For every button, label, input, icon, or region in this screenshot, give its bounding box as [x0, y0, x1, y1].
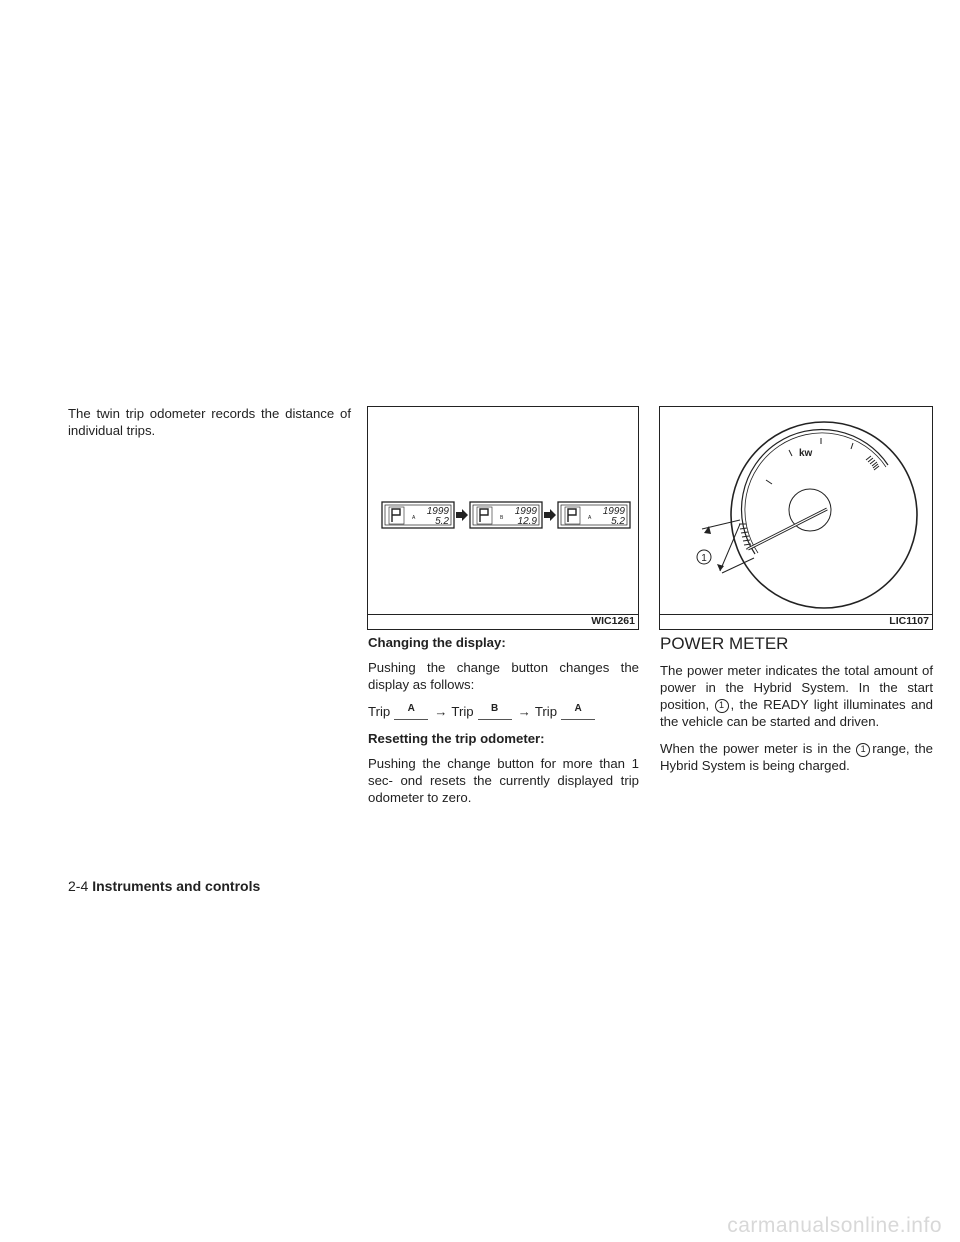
- trip-display-panel: [558, 502, 630, 528]
- trip-display-panel: [470, 502, 542, 528]
- unit-label: kw: [799, 448, 813, 459]
- text-run: The power meter indicates the total amount of power in the Hybrid System. In the start position,: [660, 663, 933, 712]
- trip-a-symbol: A: [394, 704, 428, 720]
- trip-display-illustration: [368, 407, 637, 613]
- power-meter-title: POWER METER: [660, 634, 789, 653]
- arrow-right-icon: [456, 509, 468, 521]
- odometer-value: 1999: [426, 506, 449, 517]
- chapter-title: Instruments and controls: [92, 878, 261, 894]
- text-run: , the READY light illuminates and the vehicle can be started and driven.: [660, 697, 933, 729]
- trip-label: Trip: [534, 704, 558, 719]
- intro-paragraph: The twin trip odometer records the distance of individual trips.: [68, 406, 351, 438]
- odometer-value: 1999: [514, 506, 537, 517]
- watermark: carmanualsonline.info: [727, 1214, 942, 1237]
- gear-p-icon: [568, 509, 576, 522]
- column-1: [68, 405, 351, 449]
- trip-display-panel: [382, 502, 454, 528]
- column-2: [368, 634, 639, 816]
- resetting-paragraph: Pushing the change button for more than 1 sec- ond resets the currently displayed trip odometer to zero.: [368, 756, 639, 805]
- page-footer: [68, 877, 260, 895]
- page-number: 2-4: [68, 878, 89, 894]
- odometer-value: 1999: [602, 506, 625, 517]
- trip-value: 12.9: [517, 516, 537, 527]
- trip-value: 5.2: [435, 516, 449, 527]
- power-meter-paragraph-2: [660, 740, 933, 774]
- text-run: When the power meter is in the: [660, 741, 852, 756]
- changing-display-paragraph: Pushing the change button changes the display as follows:: [368, 660, 639, 692]
- power-meter-illustration: [660, 407, 931, 613]
- gear-p-icon: [392, 509, 400, 522]
- arrow-right-icon: [544, 509, 556, 521]
- trip-mode-label: A: [588, 515, 592, 521]
- gear-p-icon: [480, 509, 488, 522]
- trip-label: Trip: [451, 704, 474, 719]
- callout-number: 1: [701, 553, 707, 564]
- resetting-heading: Resetting the trip odometer:: [368, 731, 545, 746]
- callout-1-icon: 1: [715, 699, 729, 713]
- power-meter-paragraph-1: [660, 662, 933, 730]
- trip-mode-label: A: [412, 515, 416, 521]
- figure-code: LIC1107: [889, 615, 929, 627]
- trip-mode-label: B: [500, 515, 504, 521]
- changing-display-heading: Changing the display:: [368, 635, 506, 650]
- trip-label: Trip: [368, 704, 391, 719]
- arrow-icon: →: [517, 704, 531, 719]
- callout-1-icon: 1: [856, 743, 870, 757]
- column-3: [660, 634, 933, 784]
- trip-odometer-figure: [367, 406, 639, 630]
- text-run: range, the Hybrid System is being charged.: [660, 741, 934, 773]
- trip-a-symbol: A: [561, 704, 595, 720]
- arrow-icon: →: [434, 704, 448, 719]
- power-meter-figure: [659, 406, 933, 630]
- trip-b-symbol: B: [478, 704, 512, 720]
- trip-value: 5.2: [611, 516, 625, 527]
- trip-sequence: [368, 703, 639, 720]
- figure-code: WIC1261: [591, 615, 635, 627]
